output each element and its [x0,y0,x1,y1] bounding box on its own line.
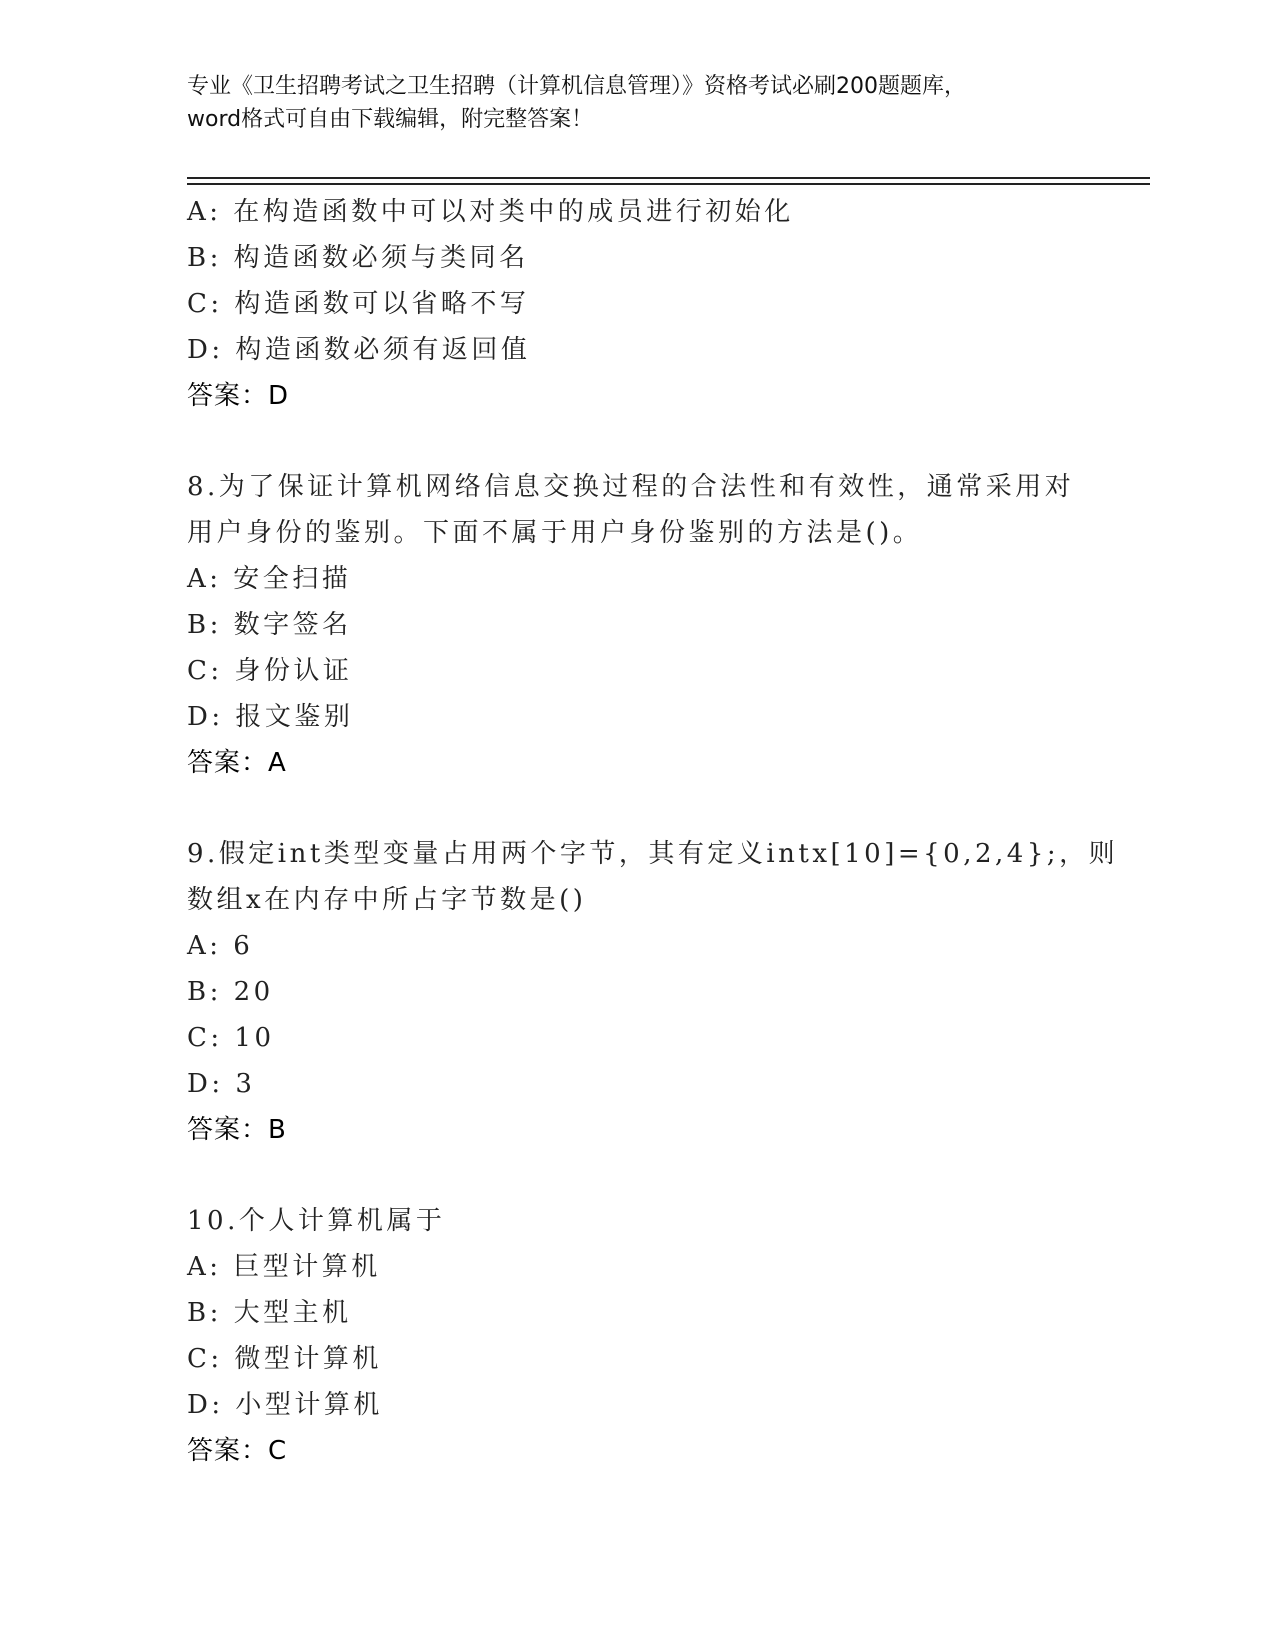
option-d: D: 3 [187,1069,256,1099]
spacer [187,786,1087,831]
option-d: D: 构造函数必须有返回值 [187,335,531,365]
header-divider-bottom [187,183,1150,185]
question-stem-cont: 数组x在内存中所占字节数是() [187,885,587,915]
option-c: C: 构造函数可以省略不写 [187,289,530,319]
question-10 [187,1198,1087,1474]
option-a: A: 在构造函数中可以对类中的成员进行初始化 [187,197,794,227]
answer-label: 答案：C [187,1436,288,1466]
header-line-2: word格式可自由下载编辑，附完整答案！ [187,107,594,132]
question-list [187,189,1119,1474]
option-a: A: 安全扫描 [187,564,352,594]
question-stem: 8.为了保证计算机网络信息交换过程的合法性和有效性，通常采用对 [187,472,1075,502]
option-c: C: 微型计算机 [187,1344,382,1374]
question-9 [187,831,1119,1153]
answer-label: 答案：A [187,748,287,778]
option-d: D: 小型计算机 [187,1390,383,1420]
option-b: B: 20 [187,977,274,1007]
header-line-1: 专业《卫生招聘考试之卫生招聘（计算机信息管理）》资格考试必刷200题题库， [187,74,966,99]
document-header [187,70,1087,136]
spacer [187,1153,1087,1198]
spacer [187,419,1087,464]
question-stem: 10.个人计算机属于 [187,1206,446,1236]
option-d: D: 报文鉴别 [187,702,354,732]
answer-label: 答案：B [187,1115,287,1145]
option-b: B: 大型主机 [187,1298,352,1328]
option-a: A: 巨型计算机 [187,1252,381,1282]
option-c: C: 身份认证 [187,656,353,686]
option-b: B: 构造函数必须与类同名 [187,243,529,273]
question-stem: 9.假定int类型变量占用两个字节，其有定义intx[10]={0,2,4};，则 [187,839,1119,869]
question-7 [187,189,1087,419]
question-8 [187,464,1087,786]
header-divider-top [187,177,1150,179]
option-b: B: 数字签名 [187,610,352,640]
answer-label: 答案：D [187,381,290,411]
option-c: C: 10 [187,1023,275,1053]
option-a: A: 6 [187,931,254,961]
question-stem-cont: 用户身份的鉴别。下面不属于用户身份鉴别的方法是()。 [187,518,923,548]
